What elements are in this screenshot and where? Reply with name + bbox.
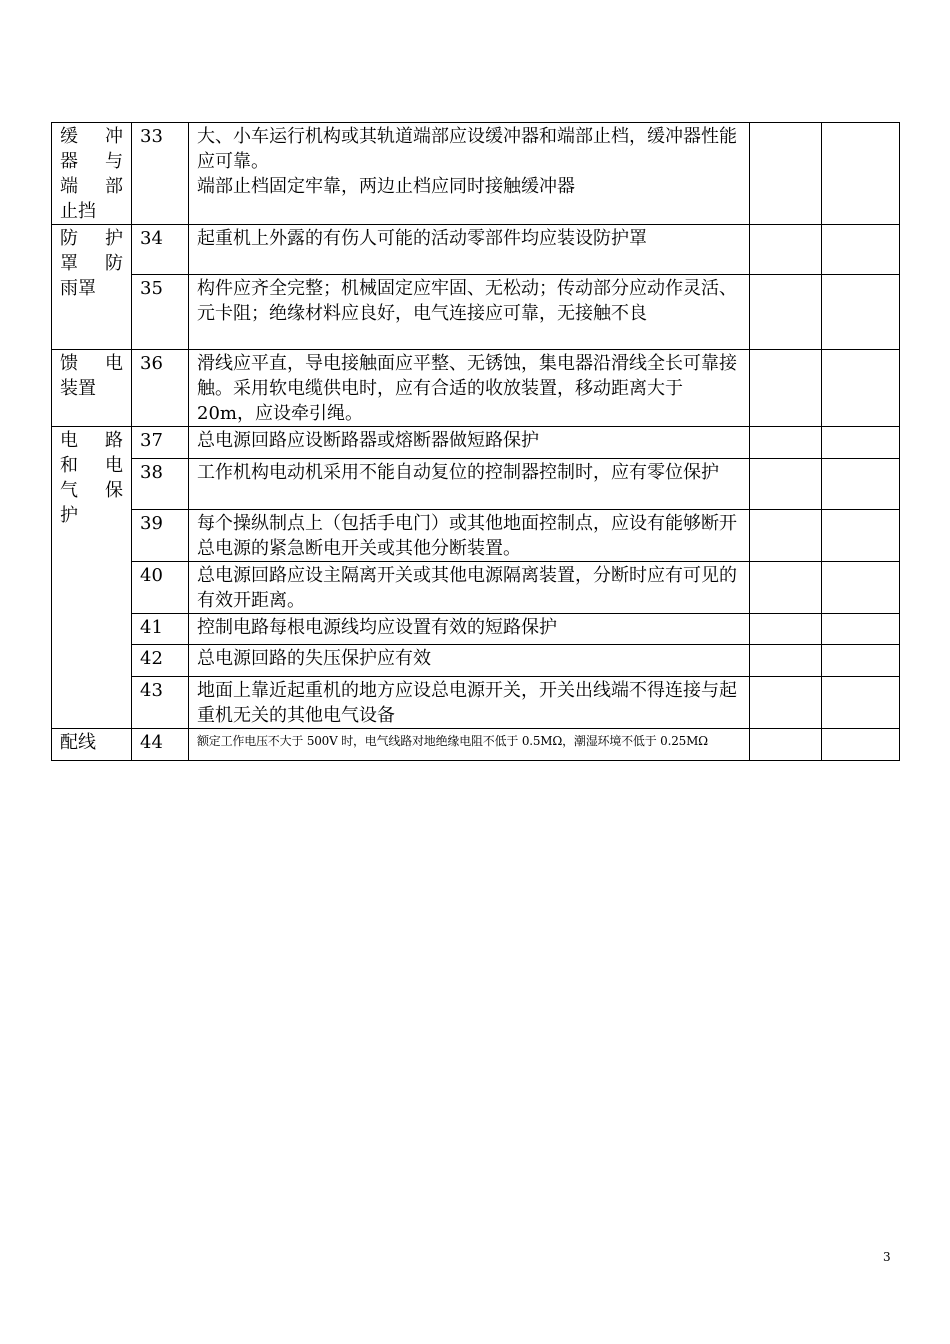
remark-cell [822, 225, 900, 275]
table-row [52, 645, 900, 677]
category-text: 端 部 [60, 176, 123, 197]
inspection-table [51, 122, 900, 761]
description-text: 控制电路每根电源线均应设置有效的短路保护 [197, 617, 557, 638]
description-text: 地面上靠近起重机的地方应设总电源开关，开关出线端不得连接与起重机无关的其他电气设备 [197, 680, 737, 726]
item-description [189, 677, 750, 729]
category-text: 配线 [60, 732, 96, 753]
category-text: 护 [60, 505, 78, 526]
remark-cell [822, 645, 900, 677]
result-cell [750, 614, 822, 645]
remark-cell [822, 562, 900, 614]
result-cell [750, 459, 822, 510]
remark-cell [822, 350, 900, 427]
remark-cell [822, 427, 900, 459]
description-text: 端部止档固定牢靠，两边止档应同时接触缓冲器 [197, 176, 575, 197]
item-description [189, 459, 750, 510]
table-row [52, 459, 900, 510]
result-cell [750, 225, 822, 275]
description-text: 额定工作电压不大于 500V 时，电气线路对地绝缘电阻不低于 0.5MΩ，潮湿环境不低于 0.25MΩ [197, 734, 708, 748]
table-row [52, 510, 900, 562]
remark-cell [822, 677, 900, 729]
item-number: 38 [132, 459, 189, 510]
item-description [189, 645, 750, 677]
result-cell [750, 562, 822, 614]
category-cell [52, 729, 132, 761]
page-number: 3 [883, 1250, 891, 1264]
remark-cell [822, 123, 900, 225]
description-text: 滑线应平直，导电接触面应平整、无锈蚀，集电器沿滑线全长可靠接触。采用软电缆供电时，应有合适的收放装置，移动距离大于 20m，应设牵引绳。 [197, 353, 737, 424]
item-description [189, 350, 750, 427]
item-number: 43 [132, 677, 189, 729]
table-row [52, 225, 900, 275]
category-text: 止挡 [60, 201, 96, 222]
item-number: 35 [132, 275, 189, 350]
table-row [52, 614, 900, 645]
table-row [52, 427, 900, 459]
category-text: 罩 防 [60, 253, 123, 274]
description-text: 每个操纵制点上（包括手电门）或其他地面控制点，应设有能够断开总电源的紧急断电开关或其他分断装置。 [197, 513, 737, 559]
description-text: 起重机上外露的有伤人可能的活动零部件均应装设防护罩 [197, 228, 647, 249]
remark-cell [822, 729, 900, 761]
result-cell [750, 645, 822, 677]
result-cell [750, 427, 822, 459]
category-text: 和 电 [60, 455, 123, 476]
description-text: 工作机构电动机采用不能自动复位的控制器控制时，应有零位保护 [197, 462, 719, 483]
category-cell [52, 123, 132, 225]
item-number: 44 [132, 729, 189, 761]
item-number: 37 [132, 427, 189, 459]
item-number: 41 [132, 614, 189, 645]
result-cell [750, 510, 822, 562]
result-cell [750, 350, 822, 427]
result-cell [750, 677, 822, 729]
category-cell [52, 225, 132, 350]
remark-cell [822, 459, 900, 510]
table-row [52, 677, 900, 729]
remark-cell [822, 275, 900, 350]
item-description [189, 562, 750, 614]
category-text: 电 路 [60, 430, 123, 451]
category-text: 雨罩 [60, 278, 96, 299]
item-description [189, 123, 750, 225]
category-text: 器 与 [60, 151, 123, 172]
result-cell [750, 275, 822, 350]
category-cell [52, 427, 132, 729]
table-row [52, 729, 900, 761]
description-text: 总电源回路应设断路器或熔断器做短路保护 [197, 430, 539, 451]
table-row [52, 350, 900, 427]
item-description [189, 510, 750, 562]
item-number: 39 [132, 510, 189, 562]
category-text: 气 保 [60, 480, 123, 501]
item-number: 40 [132, 562, 189, 614]
item-description [189, 275, 750, 350]
category-text: 防 护 [60, 228, 123, 249]
item-number: 36 [132, 350, 189, 427]
result-cell [750, 729, 822, 761]
category-cell [52, 350, 132, 427]
item-description [189, 225, 750, 275]
item-number: 34 [132, 225, 189, 275]
remark-cell [822, 614, 900, 645]
category-text: 装置 [60, 378, 96, 399]
category-text: 缓 冲 [60, 126, 123, 147]
description-text: 总电源回路的失压保护应有效 [197, 648, 431, 669]
table-row [52, 562, 900, 614]
description-text: 大、小车运行机构或其轨道端部应设缓冲器和端部止档，缓冲器性能应可靠。 [197, 126, 737, 172]
category-text: 馈 电 [60, 353, 123, 374]
item-number: 33 [132, 123, 189, 225]
item-description [189, 427, 750, 459]
description-text: 总电源回路应设主隔离开关或其他电源隔离装置，分断时应有可见的有效开距离。 [197, 565, 737, 611]
item-number: 42 [132, 645, 189, 677]
table-row [52, 123, 900, 225]
item-description [189, 729, 750, 761]
table-row [52, 275, 900, 350]
remark-cell [822, 510, 900, 562]
result-cell [750, 123, 822, 225]
item-description [189, 614, 750, 645]
description-text: 构件应齐全完整；机械固定应牢固、无松动；传动部分应动作灵活、元卡阻；绝缘材料应良好，电气连接应可靠，无接触不良 [197, 278, 737, 324]
